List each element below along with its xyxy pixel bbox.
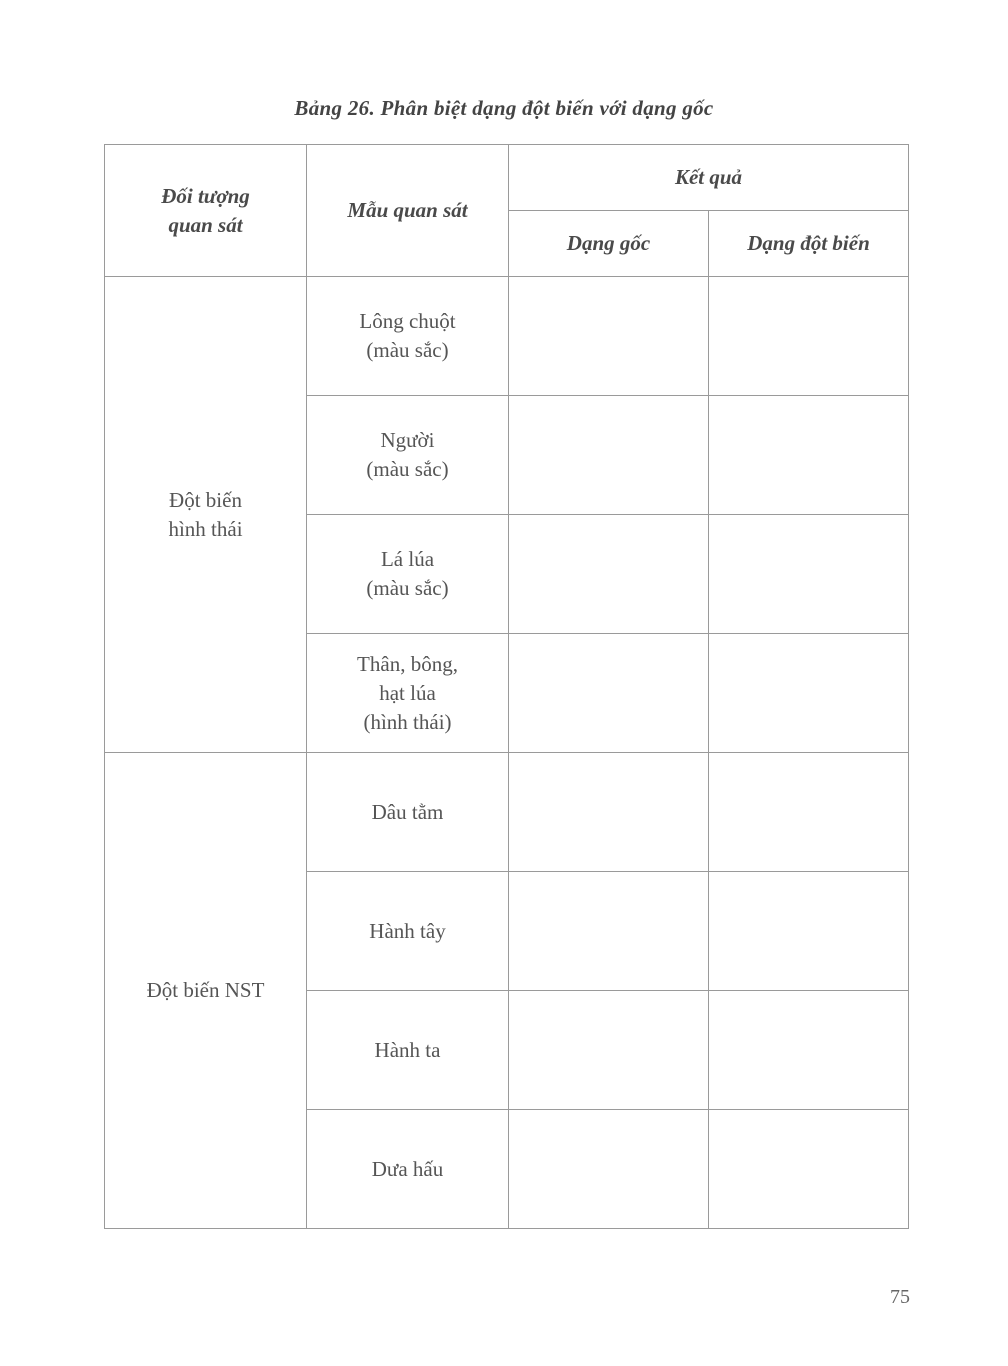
mutant-cell [709, 396, 909, 515]
original-cell [509, 1110, 709, 1229]
original-cell [509, 396, 709, 515]
header-mutant: Dạng đột biến [709, 211, 909, 277]
mutant-cell [709, 277, 909, 396]
header-original: Dạng gốc [509, 211, 709, 277]
sample-cell: Lông chuột (màu sắc) [307, 277, 509, 396]
original-cell [509, 515, 709, 634]
mutant-cell [709, 872, 909, 991]
header-result: Kết quả [509, 145, 909, 211]
mutant-cell [709, 991, 909, 1110]
sample-cell: Dâu tằm [307, 753, 509, 872]
header-object: Đối tượng quan sát [105, 145, 307, 277]
original-cell [509, 277, 709, 396]
observation-table [104, 144, 909, 1229]
mutant-cell [709, 515, 909, 634]
sample-cell: Hành ta [307, 991, 509, 1110]
header-sample: Mẫu quan sát [307, 145, 509, 277]
original-cell [509, 753, 709, 872]
table-row [105, 753, 909, 872]
page-number: 75 [890, 1286, 910, 1308]
group-label-chromosomal: Đột biến NST [105, 753, 307, 1229]
original-cell [509, 872, 709, 991]
sample-cell: Hành tây [307, 872, 509, 991]
group-label-morphological: Đột biến hình thái [105, 277, 307, 753]
mutant-cell [709, 1110, 909, 1229]
sample-cell: Thân, bông, hạt lúa (hình thái) [307, 634, 509, 753]
sample-cell: Lá lúa (màu sắc) [307, 515, 509, 634]
sample-cell: Người (màu sắc) [307, 396, 509, 515]
table-caption: Bảng 26. Phân biệt dạng đột biến với dạng gốc [294, 96, 714, 120]
original-cell [509, 634, 709, 753]
mutant-cell [709, 753, 909, 872]
original-cell [509, 991, 709, 1110]
sample-cell: Dưa hấu [307, 1110, 509, 1229]
mutant-cell [709, 634, 909, 753]
table-row [105, 277, 909, 396]
